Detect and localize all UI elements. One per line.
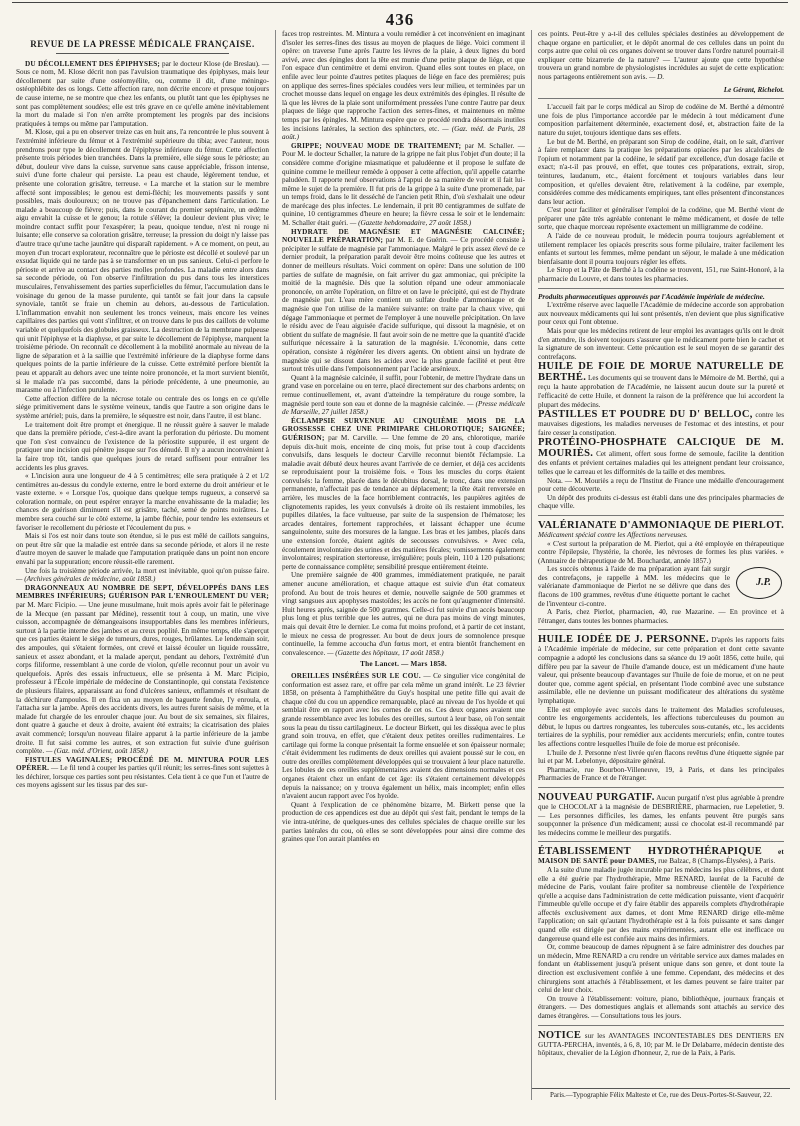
article-text: par M. Schaller. — Pour M. le docteur Schaller, la nature de la grippe ne fait plus l'objet d'un doute; il la considère comme d'origine miasmatique et paludéenne et il propose le sulfate de quinine comme le meilleur remède à opposer à cette affection, qu'il appelle catarrhe paludéen. Il rapporte neuf observations à l'appui de sa manière de voir et il fait lui-même le sujet de la première. Il fut pris de la grippe à la suite d'une promenade, par un temps froid, dans le lit desséché de l'ancien petit Rhin, d'où s'exhalait une odeur de marécage des plus infectes. Le lendemain, il prit 80 centigrammes de sulfate de quinine, 10 centigrammes d'heure en heure; la fièvre cessa le soir et le lendemain: M. Schaller était guéri. xyxy=(282,141,525,228)
ad-paragraph: L'huile de J. Personne n'est livrée qu'en flacons revêtus d'une étiquette signée par lui et par M. Lebelonye, dépositaire général. xyxy=(538,748,784,766)
divider xyxy=(538,841,784,842)
article-fistules xyxy=(16,756,269,790)
ad-paragraph: « C'est surtout la préparation de M. Pierlot, qui a été employée en thérapeutique contre l'épilepsie, l'hystérie, la chorée, les névroses de formes les plus variées. » (Annuaire de thérapeutique de M. Bouchardat, année 1857.) xyxy=(538,539,784,565)
section-heading-lancet: The Lancet. — Mars 1858. xyxy=(360,660,447,669)
ad-note: Nota. — M. Mouriès a reçu de l'Institut de France une médaille d'encouragement pour cette découverte. xyxy=(538,476,784,494)
article-text: par M. Marc Ficipio. — Une jeune musulmane, huit mois après avoir fait le pèlerinage de la Mecque (en passant par Médine), ressentit tout à coup, un matin, une vive cuisson, accompagnée de démangeaisons insupportables dans les membres inférieurs, surtout à la partie interne des jambes et au creux poplité. En même temps, elle s'aperçut que ces parties étaient le siége de tumeurs, dures, rouges, brûlantes. Le lendemain soir, des ampoules, qui s'étaient formées, ont crevé et laissé écouler un liquide roussâtre, sanieux et assez abondant, et la malade aperçut, pendant au dehors, l'extrémité d'un corps filiforme, ressemblant à une corde de violon, qu'elle reconnut pour un avoir vu quelquefois. Après des essais infructueux, elle se présenta à M. Marc Picipio, professeur à l'École impériale de médecine de Constantinople, qui constata l'existence de plusieurs filaires, apparaissant au fond d'ulcères sanieux, enflammés et résultant de la déchirure d'ampoules. Il en fixa un au moyen de baguette fendue, l'y enroula, et l'attacha sur la jambe. Après des accidents divers, les autres furent saisis de même, et la malade fut chargée de les enrouler chaque jour. Au bout de six semaines, six filaires, dont quatre à gauche et deux à droite, avaient été extraits; la cicatrisation des plaies avait commencé; lorsqu'un nouveau filaire apparut à la partie inférieure de la jambe droite. Il fut saisi comme les autres, et son extraction fut suivie d'une guérison complète. xyxy=(16,601,269,756)
article-source: — (Gaz. méd. de Paris, 28 août.) xyxy=(282,124,525,142)
article-paragraph: Cette affection diffère de la nécrose totale ou centrale des os longs en ce qu'elle siége primitivement dans le système veineux, tandis que l'autre a son origine dans le système artériel; puis, dans la première, le séquestre est noir, dans l'autre, il est blanc. xyxy=(16,394,269,420)
ad-subtitle: Médicament spécial contre les Affections nerveuses. xyxy=(538,530,688,539)
ad-text: Les succès obtenus à l'aide de ma préparation ayant fait surgir des contrefaçons, je rappelle à MM. les médecins que le valérianate d'ammoniaque de Pierlot ne se délivre que dans des flacons de 100 grammes, revêtus d'une étiquette portant le cachet de l'inventeur ci-contre. xyxy=(538,565,730,608)
article-oreilles xyxy=(282,672,525,801)
ad-subtitle: et MAISON DE SANTÉ pour DAMES, xyxy=(538,848,784,866)
article-text: par M. Carville. — Une femme de 20 ans, chlorotique, mariée depuis dix-huit mois, enceinte de cinq mois, fut prise tout à coup d'accidents convulsifs, dans lesquels le docteur Carville reconnut bientôt l'éclampsie. La maladie avait débuté deux heures avant l'arrivée de ce dernier, et déjà ces accidents se reproduisaient pour la troisième fois. « Tous les muscles du corps étaient convulsés: la femme, placée dans le décubitus dorsal, le tronc, dans une extension permanente, n'affectait pas de tendance au déplacement; la tête était renversée en arrière, les muscles de la face horriblement contractés, les paupières agitées de clignotements rapides, les yeux convulsés à droite où ils restaient immobiles, les pupilles dilatées, la face vultueuse, par suite de la suspension de l'hématose; les arcades dentaires, fortement rapprochées, et laissant échapper une écume sanguinolente, suite des morsures de la langue. Les bras et les jambes, placés dans une extension forcée, étaient agités de secousses convulsives. » Avec cela, écoulement involontaire des urines et des matières fécales; vomissements également involontaires; respiration stertoreuse, irrégulière; pouls plein, 110 à 120 pulsations; perte de connaissance complète; sensibilité presque entièrement éteinte. xyxy=(282,433,525,571)
ad-title: HUILE IODÉE DE J. PERSONNE. xyxy=(538,634,709,646)
ad-text: contre les mauvaises digestions, les maladies nerveuses de l'estomac et des intestins, et pour faire cesser la constipation. xyxy=(538,411,784,437)
article-decollement-epiphyses xyxy=(16,60,269,129)
divider xyxy=(538,787,784,788)
ad-paragraph: Mais pour que les médecins retirent de leur emploi les avantages qu'ils ont le droit d'en attendre, ils doivent toujours s'assurer que le médicament porte bien le cachet et la signature de son inventeur. Cette précaution est le seul moyen de se garantir des contrefaçons. xyxy=(538,327,784,361)
article-text: Quant à la magnésie calcinée, il suffit, pour l'obtenir, de mettre l'hydrate dans un grand vase en porcelaine ou en terre, placé directement sur des charbons ardents; on remue continuellement, et, avant d'atteindre la température du rouge sombre, la magnésie perd toute son eau et donne de la magnésie calcinée. xyxy=(282,373,525,408)
ad-title: PROTÉINO-PHOSPHATE CALCIQUE DE M. MOURIÈS. xyxy=(538,437,784,460)
masthead-title: REVUE DE LA PRESSE MÉDICALE FRANÇAISE. xyxy=(30,39,255,49)
article-text: par le docteur Klose (de Breslau). — Sous ce nom, M. Klose décrit non pas l'avulsion traumatique des épiphyses, mais leur décollement par suite d'une ostéomyélite, ou, comme il dit, d'une méningo-ostéophlébite des os longs. Cette affection rare, non décrite encore et presque toujours de cause interne, ne se montre que chez les enfants, ou plutôt tant que les épiphyses ne sont pas complètement soudées; elle est très grave en ce qu'elle amène inévitablement la mort du malade si l'on n'en arrête promptement les progrès par des incisions pratiquées à temps ou même par l'amputation. xyxy=(16,59,270,128)
article-heading: DU DÉCOLLEMENT DES ÉPIPHYSES; xyxy=(25,59,160,68)
article-heading: GRIPPE; NOUVEAU MODE DE TRAITEMENT; xyxy=(291,141,462,150)
ad-codeine-paragraph: A l'aide de ce nouveau produit, le médecin pourra toujours agréablement et utilement remplacer les opiacés prescrits sous forme pilulaire, traiter facilement les enfants et surtout les femmes, même pendant un séjour, le malade à une médication bienfaisante dont il pourra toujours régler les effets. xyxy=(538,232,784,266)
article-paragraph xyxy=(282,571,525,657)
article-paragraph: « L'incision aura une longueur de 4 à 5 centimètres; elle sera pratiquée à 2 et 1/2 centimètres au-dessus du condyle externe, entre le bord externe du droit antérieur et le vaste externe. » « Lorsque l'os, quoique dans quelque temps rugueux, a conservé sa coloration normale, on peut espérer enrayer la marche envahissante de la maladie; les chances de guérison diminuent s'il est grisâtre, taché, semé de points noirâtres. Le membre sera couché sur le côté externe, la jambe fléchie, pour tendre les extenseurs et favoriser le recollement du périoste et l'écoulement du pus. » xyxy=(16,472,269,532)
ad-text: Les documents qui se trouvent dans le Mémoire de M. Berthé, qui a reçu la haute approbation de l'Académie, ne laissent aucun doute sur la pureté et l'efficacité de cette Huile, et donnent la raison de la préférence que lui accordent la plupart des médecins. xyxy=(538,374,785,409)
article-text: Une fois la troisième période arrivée, la mort est inévitable, quoi qu'on puisse faire. xyxy=(25,566,269,575)
ad-notice-dentiers xyxy=(538,1030,784,1058)
article-source: — (Gazette des hôpitaux, 17 août 1858.) xyxy=(327,648,444,657)
article-heading: DRAGONNEAUX AU NOMBRE DE SEPT, DÉVELOPPÉS DANS LES MEMBRES INFÉRIEURS; GUÉRISON PAR L'ENROULEMENT DU VER; xyxy=(16,583,269,601)
ad-paragraph: Elle est employée avec succès dans le traitement des Maladies scrofuleuses, contre les engorgements accidentels, les affections tuberculeuses du poumon au début, le lupus ou dartres rongeantes, les tubercules sous-cutanés, etc., les accidents tertiaires de la syphilis, pour remédier aux accidents mercuriels; enfin, contre toutes les affections contre lesquelles l'huile de foie de morue est préconisée. xyxy=(538,705,784,748)
article-text: par M. E. de Guérin. — Ce procédé consiste à précipiter le sulfate de magnésie par l'ammoniaque. Malgré le prix assez élevé de ce dernier produit, la préparation paraît devoir être moins coûteuse que les autres et donner de meilleurs résultats. Voici comment on opère: Dans une solution de 100 parties de sulfate de magnésie, on fait arriver du gaz ammoniac, qui précipite la moitié de la magnésie. Dès que la solution répand une odeur ammoniacale prononcée, on arrête l'opération, on filtre et on lave le précipité, qui est de l'hydrate de magnésie pur. L'eau mère contient un sulfate double d'ammoniaque et de magnésie que l'on utilise de la manière suivante: on traite par la chaux vive, qui dégage l'ammoniaque et permet de l'employer à une nouvelle précipitation. On lave le résidu avec de l'eau aiguisée d'acide sulfurique, qui dissout la magnésie, et on obtient du sulfate de magnésie. Il faut avoir soin de ne mettre que la quantité d'acide sulfurique nécessaire à la saturation de la magnésie. L'économie, dans cette opération, consiste à régénérer les divers agents. On obtient ainsi un hydrate de magnésie qui se dissout dans les acides avec la plus grande facilité et peut être surtout très utile dans l'empoisonnement par l'acide arsénieux. xyxy=(282,236,526,374)
ad-approved-products-banner: Produits pharmaceutiques approuvés par l'Académie impériale de médecine. xyxy=(538,292,765,301)
ad-title: ÉTABLISSEMENT HYDROTHÉRAPIQUE xyxy=(538,846,763,858)
column-1 xyxy=(10,30,276,1100)
ad-valerianate xyxy=(538,520,784,540)
article-source: — (Presse médicale de Marseille, 27 juillet 1858.) xyxy=(282,399,526,417)
ad-title: NOTICE xyxy=(538,1029,582,1041)
article-paragraph: M. Klose, qui a pu en observer treize cas en huit ans, l'a rencontrée le plus souvent à l'extrémité inférieure du fémur et à l'extrémité supérieure du tibia; avec l'auteur, nous prendrons pour type le décollement de l'épiphyse inférieure du fémur. Cette affection présente trois périodes bien tranchées. Dans la première, elle siége sous le périoste; au début, douleur vive dans la cuisse, survenue sans cause appréciable, frisson intense, suivi d'une forte chaleur qui persiste. La peau est chaude, légèrement tendue, et présente une coloration grisâtre, terreuse. « La marche et la station sur le membre affecté sont impossibles; le genou est demi-fléchi; les mouvements passifs y sont possibles, mais douloureux; on ne trouve pas d'épanchement dans l'articulation. Le malade a beaucoup de fièvre; puis, dans le courant du premier septénaire, un œdème aigu envahit la cuisse et le genou; la rotule s'élève; la douleur devient plus vive; le moindre contact suffit pour l'exaspérer; la peau, quoique tendue, n'est ni rouge ni luisante; elle conserve sa coloration grisâtre, terreuse; la pression du doigt n'y laisse pas d'autre trace qu'une tache jaunâtre qui disparaît rapidement. » A ce moment, on peut, au moyen d'un trocart explorateur, reconnaître que le périoste est décollé et soulevé par un exsudat liquide qui ne tarde pas à se transformer en un pus sanieux. Celui-ci perfore le périoste et arrive au contact des parties molles profondes. La maladie entre alors dans sa seconde période, où l'on observe l'infiltration du pus dans tous les interstices musculaires, l'envahissement des parties superficielles du fémur, l'accumulation dans le voisinage du genou de la masse purulente, qui tantôt se fait jour dans la capsule synoviale, tantôt se fraie un chemin au dehors, au-dessous de l'articulation. L'inflammation envahit non seulement les troncs veineux, mais encore les veines capillaires des parties qui vont s'infiltrer, et on trouve dans le pus des caillots de volume variable et quelquefois des globules graisseux. La destruction de la membrane pulpeuse qui unit l'épiphyse et la diaphyse, et par suite le décollement de l'épiphyse, marquent la troisième période. On reconnaît ce décollement à la mobilité anormale au niveau de la ligne de séparation et à la saillie que l'extrémité inférieure de la diaphyse forme dans quelques points de la partie inférieure de la cuisse. Cette extrémité perfore bientôt la peau et apparaît au dehors avec une teinte noire prononcée, et la mort survient bientôt, si le malade n'a pas succombé, dans la période précédente, à une pneumonie, au marasme ou à l'infection purulente. xyxy=(16,128,269,395)
ad-title: NOUVEAU PURGATIF. xyxy=(538,791,655,803)
ad-text: rue Balzac, 8 (Champs-Élysées), à Paris. xyxy=(658,857,776,866)
ad-paragraph: L'extrême réserve avec laquelle l'Académie de médecine accorde son approbation aux nouveaux médicaments qui lui sont présentés, n'en devient que plus significative pour ceux qui l'ont obtenue. xyxy=(538,301,784,327)
ad-text: sur les AVANTAGES INCONTESTABLES DES DENTIERS EN GUTTA-PERCHA, inventés, à 6, 8, 10; par M. le Dr Delabarre, médecin dentiste des hôpitaux, chevalier de la Légion d'honneur, 2, rue de la Paix, à Paris. xyxy=(538,1031,785,1058)
article-text: ces points. Peut-être y a-t-il des cellules spéciales destinées au développement de chaque organe en particulier, et le dépôt anormal de ces cellules dans un point du corps autre que celui où ces organes doivent se trouver dans l'ordre naturel pourrait-il expliquer cette bizarrerie de la nature? — L'auteur ajoute que cette hypothèse trouvera un grand nombre de physiologistes incrédules au sujet de cette explication: nous partageons entièrement son avis. xyxy=(538,30,784,81)
ad-paragraph: A la suite d'une maladie jugée incurable par les médecins les plus célèbres, et dont elle a été guérie par l'hydrothérapie, Mme RENARD, lauréat de la Faculté de médecine de Paris, voulant faire profiter sa nombreuse clientèle de l'expérience qu'elle a acquise dans l'administration de cette médication puissante, vient d'acquérir l'immeuble qu'elle occupe et d'y faire établir des appareils complets d'hydrothérapie affectés exclusivement aux dames, et dont Mme RENARD dirige elle-même l'application; on sait qu'autant l'hydrothérapie est à la fois puissante et sans danger quand elle est dirigée par des mains expérimentées, autant elle est inefficace ou dangereuse quand elle est confiée aux mains des infirmiers. xyxy=(538,865,784,943)
article-source: — (Archives générales de médecine, août 1858.) xyxy=(16,575,156,584)
article-text: faces trop restreintes. M. Mintura a voulu remédier à cet inconvénient en imaginant d'isoler les serres-fines des tissus au moyen de plaques de liége. Voici comment il opère: on traverse l'une après l'autre les lèvres de la plaie, à deux lignes du bord avivé, avec des épingles dont la tête est munie d'une petite plaque de liége, et que l'on espace d'un centimètre et demi environ. Quand elles sont toutes en place, on enfile avec leur pointe d'autres petites plaques de liége en face des premières; puis on applique des serres-fines spéciales coudées vers leur milieu, et terminées par un crochet mousse dans lequel on engage les deux extrémités des épingles. Il résulte de là que les lèvres de la plaie sont uniformément pressées l'une contre l'autre par deux plaques de liége que rapproche l'action des serres-fines, et maintenues en même temps par les épingles. M. Mintura espère que ce procédé rendra désormais inutiles les incisions latérales, la section des sphincters, etc. xyxy=(282,30,525,133)
article-continuation xyxy=(538,30,784,82)
divider xyxy=(538,288,784,289)
article-paragraph xyxy=(16,567,269,584)
ad-huile-morue xyxy=(538,361,784,409)
article-paragraph xyxy=(282,374,525,417)
divider xyxy=(538,98,784,99)
page-number: 436 xyxy=(385,10,415,29)
divider xyxy=(538,1025,784,1026)
masthead-rule xyxy=(56,53,229,54)
article-magnesie xyxy=(282,228,525,374)
article-text: Une première saignée de 400 grammes, immédiatement pratiquée, ne parait amener aucune amélioration, et chaque attaque est suivie d'un état comateux profond. Au bout de trois heures et demie, nouvelle saignée de 500 grammes et vingt sangsues aux apophyses mastoïdes; les accès ne font qu'augmenter d'intensité. Huit heures après, saignée de 500 grammes. Celle-ci fut suivie d'un accès beaucoup plus long et plus terrible que les autres, qui ne dura pas moins de vingt minutes, mais qui devait être le dernier. Le coma fut moins profond, et à partir de cet instant, le mieux ne cessa de progresser. Au bout de deux jours de somnolence presque continuelle, la femme accoucha d'un fœtus mort, et entra bientôt franchement en convalescence. xyxy=(282,571,525,657)
divider xyxy=(538,629,784,630)
ad-paragraph: Un dépôt des produits ci-dessus est établi dans une des principales pharmacies de chaque ville. xyxy=(538,493,784,511)
article-grippe xyxy=(282,142,525,228)
ad-text: Cet aliment, offert sous forme de semoule, facilite la dentition des enfants et prévient certaines maladies qui les atteignent pendant leur croissance, telles que le carreau et les difformités de la taille et des membres. xyxy=(538,450,785,476)
ad-paragraph: A Paris, chez Pierlot, pharmacien, 40, rue Mazarine. — En province et à l'étranger, dans toutes les bonnes pharmacies. xyxy=(538,608,784,625)
ad-codeine-paragraph: C'est pour faciliter et généraliser l'emploi de la codéine, que M. Berthé vient de préparer une pâte très agréable contenant le même médicament, et dosée de telle sorte, que chaque morceau représente exactement un milligramme de codéine. xyxy=(538,206,784,232)
ad-title: PASTILLES ET POUDRE DU D' BELLOC, xyxy=(538,409,753,421)
ad-hydrotherapie xyxy=(538,846,784,866)
column-3 xyxy=(532,30,790,1100)
ad-codeine-paragraph: Le but de M. Berthé, en préparant son Sirop de codéine, était, on le sait, d'arriver à faire remplacer dans la pratique les préparations opiacées par les alcaloïdes de l'opium et notamment par la codéine, le sédatif par excellence, d'un dosage facile et exact; n'a-t-il pas prouvé, en effet, que toutes ces préparations, extrait, sirop, teintures, laudanum, etc., étaient forcément et toujours variables dans leur composition, et qu'elles devaient être, relativement à la codéine, par exemple, considérées comme des médicaments empiriques, tant elles présentent d'inconstances dans leur action. xyxy=(538,137,784,206)
article-heading: OREILLES INSÉRÉES SUR LE COU. xyxy=(291,671,421,680)
column-2 xyxy=(276,30,532,1100)
ad-pastilles-belloc xyxy=(538,409,784,437)
columns xyxy=(10,30,790,1100)
article-source: — D. xyxy=(648,72,665,81)
ad-huile-iodee xyxy=(538,634,784,705)
ad-proteino-phosphate xyxy=(538,437,784,476)
article-text: — Le fil tend à couper les parties qu'il réunit; les serres-fines sont sujettes à les déchirer, lorsque ces parties sont peu résistantes. Cela tient à ce que l'un et l'autre de ces moyens agissent sur les tissus par des sur- xyxy=(16,764,270,790)
ad-paragraph: Pharmacie, rue Bourbon-Villeneuve, 19, à Paris, et dans les principales Pharmacies de France et de l'étranger. xyxy=(538,765,784,783)
article-continuation xyxy=(282,30,525,142)
divider xyxy=(538,515,784,516)
ad-text: D'après les rapports faits à l'Académie impériale de médecine, sur cette préparation et dont cette savante compagnie a adopté les conclusions dans sa séance du 19 août 1856, cette huile, qui diffère peu par la saveur de l'huile d'amande douce, est un médicament d'une haute valeur, qui présente beaucoup d'avantages sur l'huile de foie de morue, et on ne peut douter que, comme agent spécial, en présentant l'iode combiné avec une substance assimilable, elle ne devienne un puissant modificateur des altérations du système lymphatique. xyxy=(538,636,785,705)
ad-title: HUILE DE FOIE DE MORUE NATURELLE DE BERTHÉ. xyxy=(538,361,784,384)
article-paragraph: Le traitement doit être prompt et énergique. Il ne réussit guère à sauver le malade que dans la première période, c'est-à-dire avant la perforation du périoste. Du moment que l'on s'est convaincu de l'existence de la périostite suppurée, il est urgent de pratiquer une incision qui pénètre jusque sur l'os dénudé. Il n'y a aucun inconvénient à la faire trop tôt, tandis que quelques jours de retard suffisent pour entraîner les accidents les plus graves. xyxy=(16,420,269,472)
article-source: — (Gaz. méd. d'Orient, août 1858.) xyxy=(45,747,148,756)
article-text: — Ce singulier vice congénital de conformation est assez rare, et offre par cela même un grand intérêt. Le 23 février 1858, on présenta à l'amphithéâtre du Guy's hospital une petite fille qui avait de chaque côté du cou un appendice remarquable, placé au niveau de l'os hyoïde et qui semblait être en rapport avec les cornes de cet os. Ces deux organes avaient une grande ressemblance avec les lobules des oreilles, surtout à leur base, où l'on sentait sous la peau du tissu cartilagineux. Le docteur Birkett, qui les disséqua avec le plus grand soin trouva, en effet, que c'étaient deux petites oreilles rudimentaires. Le cartilage qui forme la conque présentait la forme ensuelée et son épaisseur normale; c'était évidemment les rudiments de deux oreilles qui avaient poussé sur le cou, en outre des oreilles complètement développées qui se trouvaient à leur place naturelle. Les lobules de ces oreilles supplémentaires avaient des dimensions normales et ces organes étaient chez un enfant de cet âge: ils s'étaient certainement développés depuis la naissance; on y trouva également un hélix, mais incomplet; enfin elles n'avaient aucun rapport avec l'os hyoïde. xyxy=(282,671,526,801)
article-eclampsie xyxy=(282,417,525,572)
ad-paragraph: Or, comme beaucoup de dames répugnent à se faire administrer des douches par un médecin, Mme RENARD a cru rendre un véritable service aux dames malades en fondant un établissement jusqu'à présent unique dans son genre, et dont toute la direction est exclusivement confiée à une femme. Cependant, des médecins et des chirurgiens sont attachés à l'établissement, et les dames peuvent se faire traiter par celui de leur choix. xyxy=(538,943,784,995)
ad-title: VALÉRIANATE D'AMMONIAQUE DE PIERLOT. xyxy=(538,519,784,531)
ad-codeine-paragraph: Le Sirop et la Pâte de Berthé à la codéine se trouvent, 151, rue Saint-Honoré, à la pharmacie du Louvre, et dans toutes les pharmacies. xyxy=(538,266,784,284)
ad-text: Aucun purgatif n'est plus agréable à prendre que le CHOCOLAT à la magnésie de DESBRIÈRE, pharmacien, rue Lepeletier, 9. — Les personnes difficiles, les dames, les enfants peuvent être purgés sans soupçonner la présence d'un médicament; aussi ce chocolat est-il recommandé par les médecins comme le meilleur des purgatifs. xyxy=(538,793,784,837)
top-rule xyxy=(12,2,788,3)
article-paragraph: Quant à l'explication de ce phénomène bizarre, M. Birkett pense que la production de ces appendices est due au dépôt qui s'est fait, pendant le temps de la vie intra-utérine, de quelques-unes des cellules spéciales de chaque oreille sur les parties latérales du cou, où elles se sont développées pour ainsi dire comme des graines que l'on aurait plantées en xyxy=(282,800,525,844)
pierlot-seal-stamp: J.P. xyxy=(736,567,782,599)
article-source: — (Gazette hebdomadaire, 27 août 1858.) xyxy=(349,219,472,228)
ad-codeine-paragraph: L'accueil fait par le corps médical au Sirop de codéine de M. Berthé a démontré une fois de plus l'importance accordée par le médecin à tout médicament d'une composition parfaitement déterminée, exactement dosé, et, abstraction faite de la nature du sujet, toujours identique dans ses effets. xyxy=(538,103,784,137)
ad-paragraph: On trouve à l'établissement: voiture, piano, bibliothèque, journaux français et étrangers. — Des domestiques anglais et allemands sont attachés au service des dames étrangères. — Consultations tous les jours. xyxy=(538,994,784,1020)
article-heading: FISTULES VAGINALES; PROCÉDÉ DE M. MINTURA POUR LES OPÉRER. xyxy=(16,755,269,773)
article-heading: ÉCLAMPSIE SURVENUE AU CINQUIÈME MOIS DE LA GROSSESSE CHEZ UNE PRIMIPARE CHLOROTIQUE; SAIGNÉE; GUÉRISON; xyxy=(282,416,525,442)
ad-nouveau-purgatif xyxy=(538,792,784,837)
ad-paragraph xyxy=(538,565,784,608)
manager-signature: Le Gérant, Richelot. xyxy=(723,85,784,94)
article-heading: HYDRATE DE MAGNÉSIE ET MAGNÉSIE CALCINÉE; NOUVELLE PRÉPARATION; xyxy=(282,227,525,245)
printer-footer: Paris.—Typographie Félix Malteste et Ce, rue des Deux-Portes-St-Sauveur, 22. xyxy=(532,1088,790,1100)
article-paragraph: Mais si l'os est noir dans toute son étendue, si le pus est mêlé de caillots sanguins, on peut être sûr que la maladie est entrée dans sa seconde période, et alors il ne reste d'autre moyen de sauver le malade que l'amputation pratiquée dans un point non encore envahi par la suppuration; encore réussit-elle rarement. xyxy=(16,532,269,567)
article-dragonneaux xyxy=(16,584,269,756)
